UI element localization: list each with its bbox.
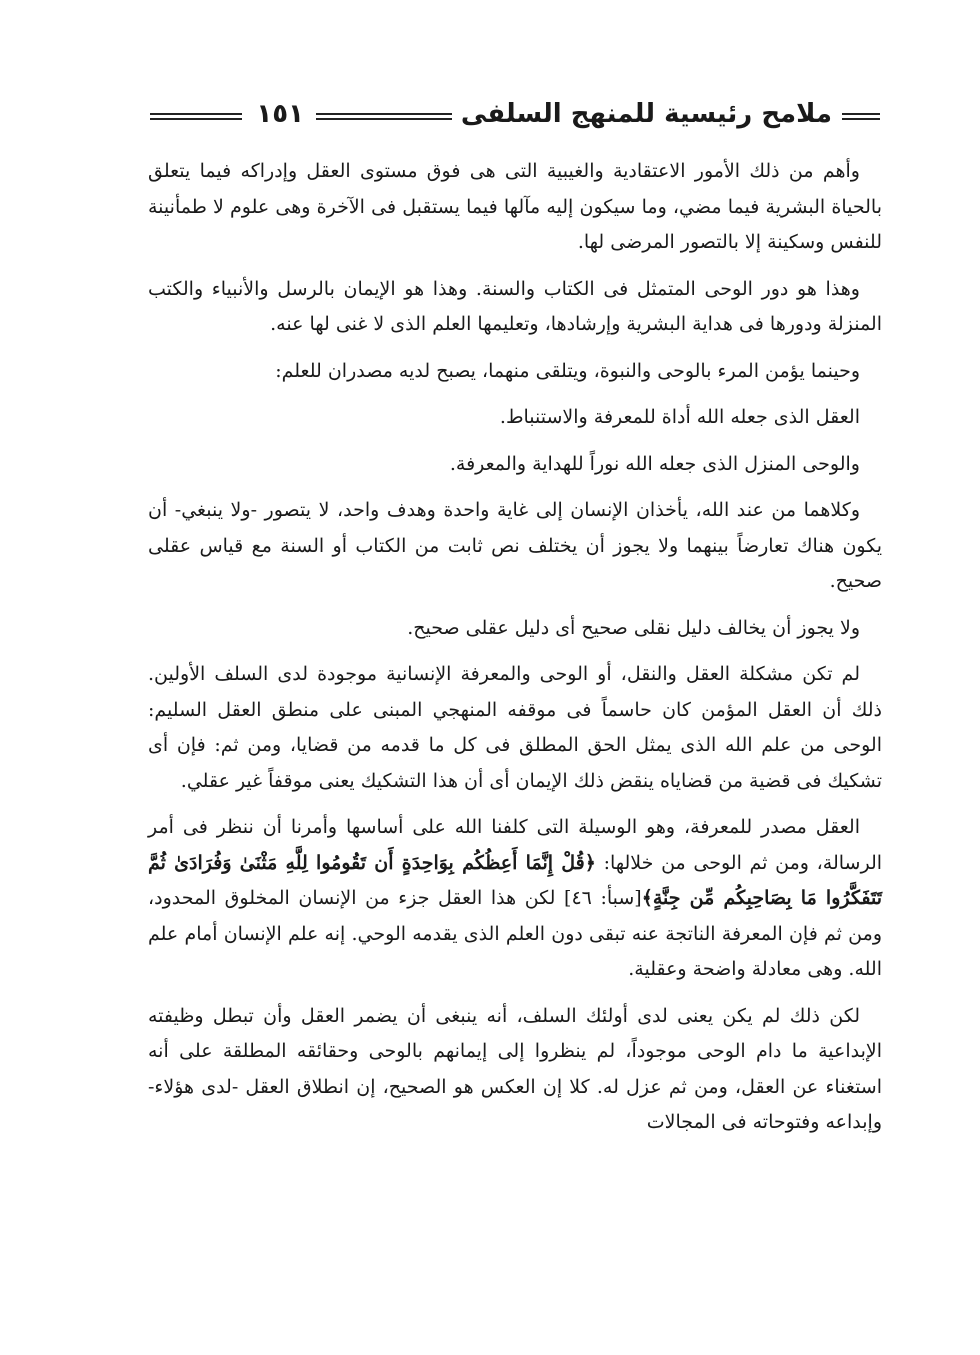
paragraph: وأهم من ذلك الأمور الاعتقادية والغيبية التى هى فوق مستوى العقل وإدراكه فيما يتعلق بالحياة البشرية فيما مضي، وما سيكون إليه مآلها فيما يستقبل فى الآخرة وهى علوم لا طمأنينة للنفس وسكينة إلا بالتصور المرضى لها.	[148, 160, 882, 253]
paragraph: لم تكن مشكلة العقل والنقل، أو الوحى والمعرفة الإنسانية موجودة لدى السلف الأولين. ذلك أن العقل المؤمن كان حاسماً فى موقفه المنهجي المبنى على منطق العقل السليم: الوحى من علم الله الذى يمثل الحق المطلق فى كل ما قدمه من قضايا، ومن ثم: فإن أى تشكيك فى قضية من قضاياه ينقض ذلك الإيمان أى أن هذا التشكيك يعنى موقفاً غير عقلي.	[148, 663, 882, 792]
paragraph: العقل الذى جعله الله أداة للمعرفة والاستنباط.	[499, 406, 860, 428]
paragraph-text-after-verse: [سبأ: ٤٦] لكن هذا العقل جزء من الإنسان المخلوق المحدود، ومن ثم فإن المعرفة الناتجة عنه تبقى دون العلم الذى يقدمه الوحي. إنه علم الإنسان أمام علم الله. وهى معادلة واضحة وعقلية.	[148, 887, 882, 980]
paragraph-with-quran-verse	[148, 810, 882, 988]
running-title: ملامح رئيسية للمنهج السلفى	[460, 99, 832, 129]
paragraph: لكن ذلك لم يكن يعنى لدى أولئك السلف، أنه ينبغى أن يضمر العقل وأن تبطل وظيفته الإبداعية ما دام الوحى موجوداً، لم ينظروا إلى إيمانهم بالوحى وحقائقه المطلقة على أنه استغناء عن العقل، ومن ثم عزل له. كلا إن العكس هو الصحيح، إن انطلاق العقل -لدى هؤلاء- وإبداعه وفتوحاته فى المجالات	[148, 1004, 882, 1133]
paragraph: وهذا هو دور الوحى المتمثل فى الكتاب والسنة. وهذا هو الإيمان بالرسل والأنبياء والكتب المنزلة ودورها فى هداية البشرية وإرشادها، وتعليمها العلم الذى لا غنى لها عنه.	[148, 277, 882, 335]
body-text	[148, 154, 882, 1152]
paragraph: وكلاهما من عند الله، يأخذان الإنسان إلى غاية واحدة وهدف واحد، لا يتصور -ولا ينبغي- أن يكون هناك تعارضاً بينهما ولا يجوز أن يختلف نص ثابت من الكتاب أو السنة مع قياس عقلى صحيح.	[148, 499, 882, 592]
paragraph: وحينما يؤمن المرء بالوحى والنبوة، ويتلقى منهما، يصبح لديه مصدران للعلم:	[275, 359, 860, 382]
header-rule-right	[842, 113, 880, 120]
header-rule-middle	[316, 113, 452, 120]
page-header	[150, 94, 880, 138]
paragraph-text-before-verse: العقل مصدر للمعرفة، وهو الوسيلة التى كلفنا الله على أساسها وأمرنا أن ننظر فى أمر الرسالة، ومن ثم الوحى من خلالها:	[148, 816, 883, 874]
paragraph: ولا يجوز أن يخالف دليل نقلى صحيح أى دليل عقلى صحيح.	[407, 616, 860, 639]
page-number: ١٥١	[256, 99, 304, 129]
header-rule-left	[150, 113, 242, 120]
quran-verse: ﴿قُلْ إِنَّمَا أَعِظُكُم بِوَاحِدَةٍ أَن تَقُومُوا لِلَّهِ مَثْنَىٰ وَفُرَادَىٰ ثُمَّ تَتَفَكَّرُوا مَا بِصَاحِبِكُم مِّن جِنَّةٍ﴾	[148, 851, 882, 909]
paragraph: والوحى المنزل الذى جعله الله نوراً للهداية والمعرفة.	[449, 452, 860, 475]
